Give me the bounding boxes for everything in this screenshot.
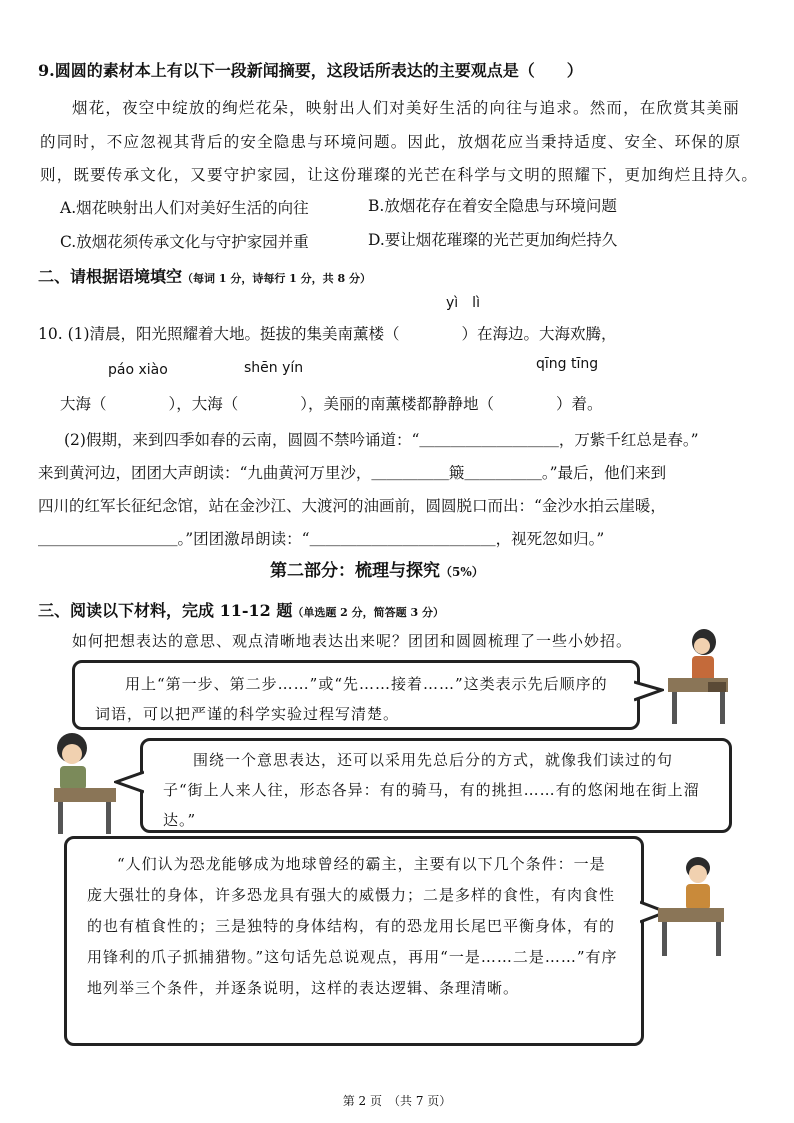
student-boy-icon: [654, 852, 730, 962]
part-2-score: （5%）: [440, 565, 484, 579]
speech-bubble-1: [72, 660, 640, 730]
section-2-heading: 二、请根据语境填空: [38, 267, 183, 286]
q10-line-3: (2)假期，来到四季如春的云南，圆圆不禁吟诵道：“＿＿＿＿＿＿＿＿＿，万紫千红总是春。”: [64, 431, 699, 449]
bubble-2-text: 围绕一个意思表达，还可以采用先总后分的方式，就像我们读过的句子“街上人来人往，形态各异：有的骑马，有的挑担……有的悠闲地在街上溜达。”: [163, 751, 700, 829]
q9-option-b[interactable]: B.放烟花存在着安全隐患与环境问题: [368, 197, 617, 215]
pinyin-yili: yì lì: [446, 295, 480, 311]
bubble-3-text: “人们认为恐龙能够成为地球曾经的霸主，主要有以下几个条件：一是庞大强壮的身体，许多恐龙具有强大的威慑力；二是多样的食性，有肉食性的也有植食性的；三是独特的身体结构，有的恐龙用长尾巴平衡身体，有的用锋利的爪子抓捕猎物。”这句话先总说观点，再用“一是……二是……”有序地列举三个条件，并逐条说明，这样的表达逻辑、条理清晰。: [87, 855, 618, 997]
q9-passage-line-1: 烟花，夜空中绽放的绚烂花朵，映射出人们对美好生活的向往与追求。然而，在欣赏其美丽: [72, 99, 741, 117]
speech-bubble-3: [64, 836, 644, 1046]
part-2-heading: [270, 556, 484, 581]
pinyin-shenyin: shēn yín: [244, 360, 304, 376]
student-girl-icon: [50, 728, 120, 838]
section-2-title: [38, 264, 371, 287]
q10-line-6: ＿＿＿＿＿＿＿＿＿。”团团激昂朗读：“＿＿＿＿＿＿＿＿＿＿＿＿，视死忽如归。”: [38, 530, 605, 548]
bubble-1-tail: [634, 680, 664, 704]
q10-line-4: 来到黄河边，团团大声朗读：“九曲黄河万里沙，＿＿＿＿＿簸＿＿＿＿＿。”最后，他们来到: [38, 464, 667, 482]
page-footer: 第 2 页 （共 7 页）: [342, 1094, 452, 1108]
section-3-score-note: （单选题 2 分，简答题 3 分）: [292, 606, 444, 619]
section-2-score-note: （每词 1 分，诗每行 1 分，共 8 分）: [182, 272, 371, 285]
q9-option-d[interactable]: D.要让烟花璀璨的光芒更加绚烂持久: [368, 231, 618, 249]
student-at-desk-icon: [662, 622, 732, 727]
q10-line-5: 四川的红军长征纪念馆，站在金沙江、大渡河的油画前，圆圆脱口而出：“金沙水拍云崖暖，: [38, 497, 666, 515]
q10-line-1: 10. (1)清晨，阳光照耀着大地。挺拔的集美南薰楼（ ）在海边。大海欢腾，: [38, 325, 617, 343]
q9-passage-line-3: 则，既要传承文化，又要守护家园，让这份璀璨的光芒在科学与文明的照耀下，更加绚烂且持久。: [40, 166, 759, 184]
section-3-intro: 如何把想表达的意思、观点清晰地表达出来呢？团团和圆圆梳理了一些小妙招。: [72, 632, 633, 650]
q10-line-2: 大海（ ），大海（ ），美丽的南薰楼都静静地（ ）着。: [60, 395, 603, 413]
section-3-title: [38, 598, 444, 621]
bubble-1-text: 用上“第一步、第二步……”或“先……接着……”这类表示先后顺序的词语，可以把严谨的科学实验过程写清楚。: [95, 675, 608, 723]
q9-passage-line-2: 的同时，不应忽视其背后的安全隐患与环境问题。因此，放烟花应当秉持适度、安全、环保的原: [40, 133, 742, 151]
question-9-stem: 9.圆圆的素材本上有以下一段新闻摘要，这段话所表达的主要观点是（ ）: [38, 61, 583, 80]
pinyin-qingting: qīng tīng: [536, 356, 599, 372]
speech-bubble-2: [140, 738, 732, 833]
part-2-title: 第二部分：梳理与探究: [270, 561, 440, 581]
pinyin-paoxiao: páo xiào: [108, 362, 168, 378]
q9-option-c[interactable]: C.放烟花须传承文化与守护家园并重: [60, 233, 309, 251]
q9-option-a[interactable]: A.烟花映射出人们对美好生活的向往: [60, 199, 309, 217]
section-3-heading: 三、阅读以下材料，完成 11-12 题: [38, 601, 293, 620]
